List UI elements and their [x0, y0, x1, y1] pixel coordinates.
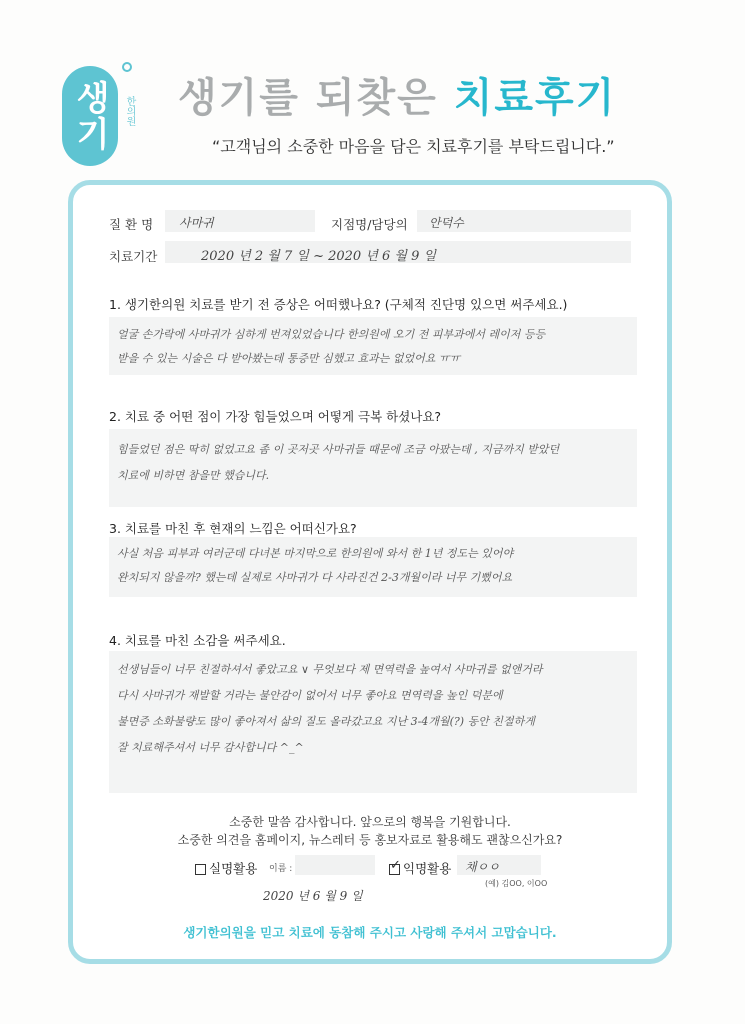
page-subtitle: “고객님의 소중한 마음을 담은 치료후기를 부탁드립니다.”	[212, 137, 615, 156]
anonymous-input[interactable]	[457, 855, 541, 875]
question-1: 1. 생기한의원 치료를 받기 전 증상은 어떠했나요? (구체적 진단명 있으면 써주세요.)	[109, 297, 568, 312]
option-anonymous[interactable]	[389, 859, 451, 877]
answer-4-line-1: 선생님들이 너무 친절하셔서 좋았고요 ∨ 무엇보다 제 면역력을 높여서 사마귀를 없앤거라	[117, 663, 543, 676]
branch-label: 지점명/담당의	[331, 217, 408, 232]
period-label: 치료기간	[109, 249, 158, 264]
option-anon-label: 익명활용	[403, 861, 452, 876]
answer-1-line-2: 받을 수 있는 시술은 다 받아봤는데 통증만 심했고 효과는 없었어요 ㅠㅠ	[117, 352, 461, 365]
logo-dot-icon	[122, 62, 132, 72]
consent-question: 소중한 의견을 홈페이지, 뉴스레터 등 홍보자료로 활용해도 괜찮으신가요?	[177, 833, 563, 847]
page-title	[178, 66, 616, 123]
branch-field[interactable]	[417, 210, 631, 232]
anonymous-value: 채ㅇㅇ	[465, 860, 500, 874]
answer-2-line-2: 치료에 비하면 참을만 했습니다.	[117, 469, 270, 482]
period-value: 2020 년 2 월 7 일 ~ 2020 년 6 월 9 일	[201, 249, 437, 264]
real-name-checkbox[interactable]	[195, 864, 206, 875]
title-part2: 치료후기	[453, 75, 617, 121]
answer-4-line-2: 다시 사마귀가 재발할 거라는 불안감이 없어서 너무 좋아요 면역력을 높인 덕분에	[117, 689, 503, 702]
option-real-name[interactable]	[195, 859, 257, 877]
answer-1-line-1: 얼굴 손가락에 사마귀가 심하게 번져있었습니다 한의원에 오기 전 피부과에서 레이저 등등	[117, 328, 546, 341]
disease-value: 사마귀	[179, 216, 214, 230]
answer-3-line-2: 완치되지 않을까? 했는데 실제로 사마귀가 다 사라진건 2-3개월이라 너무 기뻤어요	[117, 571, 513, 584]
review-form	[68, 180, 672, 964]
logo-mark: 생기	[62, 66, 118, 166]
branch-value: 안덕수	[429, 216, 464, 230]
answer-3-line-1: 사실 처음 피부과 여러군데 다녀본 마지막으로 한의원에 와서 한 1년 정도는 있어야	[117, 547, 514, 560]
name-input[interactable]	[295, 855, 375, 875]
period-field[interactable]	[165, 241, 631, 263]
question-2: 2. 치료 중 어떤 점이 가장 힘들었으며 어떻게 극복 하셨나요?	[109, 409, 442, 424]
answer-4-line-4: 잘 치료해주셔서 너무 감사합니다 ^_^	[117, 741, 304, 754]
anonymous-checkbox[interactable]	[389, 864, 400, 875]
disease-label: 질 환 명	[109, 217, 154, 232]
name-label: 이름 :	[269, 864, 293, 874]
name-example: (예) 김OO, 이OO	[485, 879, 548, 888]
thanks-text: 소중한 말씀 감사합니다. 앞으로의 행복을 기원합니다.	[229, 815, 511, 829]
signature-date: 2020 년 6 월 9 일	[263, 889, 363, 903]
option-real-label: 실명활용	[209, 861, 258, 876]
question-3: 3. 치료를 마친 후 현재의 느낌은 어떠신가요?	[109, 521, 357, 536]
closing-message: 생기한의원을 믿고 치료에 동참해 주시고 사랑해 주셔서 고맙습니다.	[183, 925, 557, 940]
answer-2-line-1: 힘들었던 점은 딱히 없었고요 좀 이 곳저곳 사마귀들 때문에 조금 아팠는데 , 지금까지 받았던	[117, 443, 560, 456]
title-part1: 생기를 되찾은	[178, 75, 454, 121]
question-4: 4. 치료를 마친 소감을 써주세요.	[109, 633, 286, 648]
clinic-logo	[62, 66, 142, 166]
logo-subtext: 한의원	[124, 96, 135, 126]
answer-4-line-3: 불면증 소화불량도 많이 좋아져서 삶의 질도 올라갔고요 지난 3-4개월(?) 동안 친절하게	[117, 715, 535, 728]
disease-field[interactable]	[165, 210, 315, 232]
